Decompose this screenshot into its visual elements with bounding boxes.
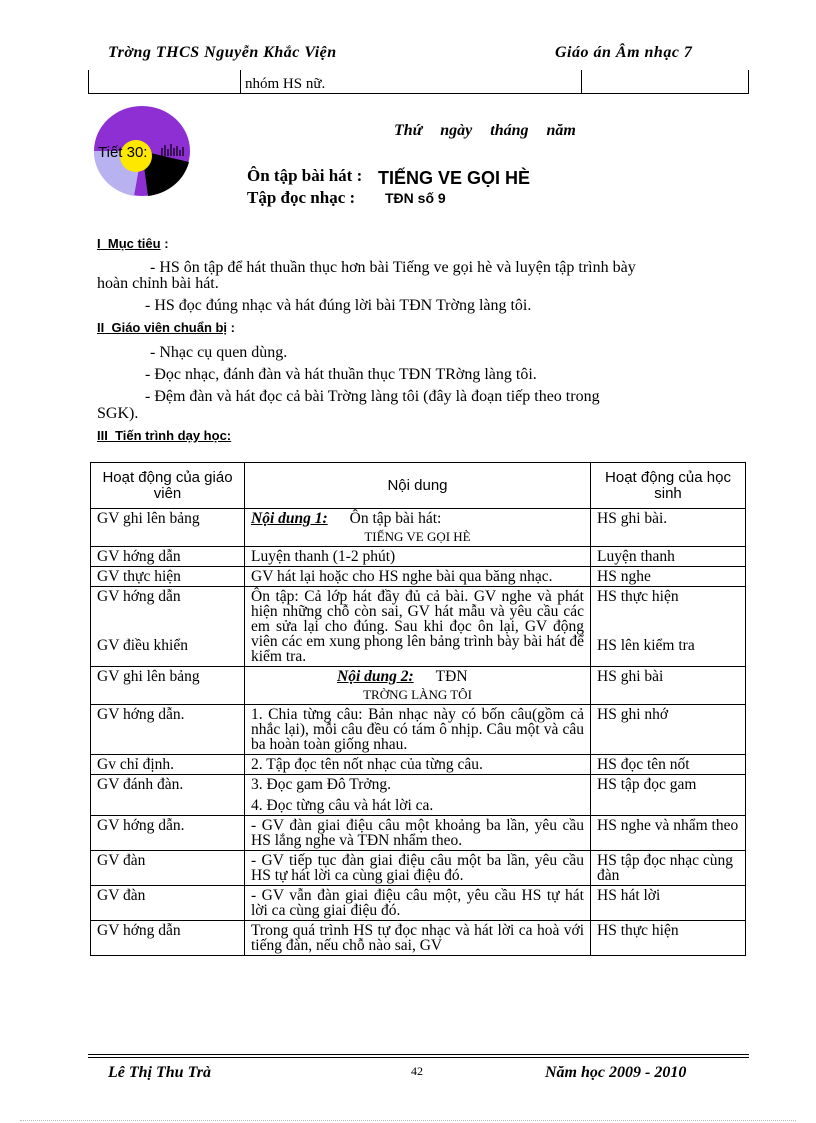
teacher-activity-cell-text: GV hớng dẫn: [97, 548, 181, 565]
previous-table-text: nhóm HS nữ.: [245, 76, 326, 92]
student-activity-cell-text: HS ghi nhớ: [597, 706, 669, 723]
teacher-activity-cell-text: GV ghi lên bảng: [97, 668, 200, 685]
previous-table-fragment: [88, 70, 749, 94]
content-cell: [245, 667, 591, 705]
student-activity-cell: [591, 587, 746, 667]
content-cell-text: Trong quá trình HS tự đọc nhạc và hát lời ca hoà với tiếng đàn, nếu chỗ nào sai, GV: [251, 922, 584, 954]
content-cell-text: Ôn tập: Cả lớp hát đầy đủ cả bài. GV nghe và phát hiện những chỗ còn sai, GV hát mẫu và yêu cầu các em sửa lại cho đúng. Sau khi đọc ôn lại, GV động viên các em xung phong lên bảng trình bày bài hát để kiểm tra.: [251, 588, 584, 665]
content-cell-text: 4. Đọc từng câu và hát lời ca.: [251, 797, 434, 814]
content-cell-text: - GV đàn giai điệu câu một khoảng ba lần, yêu cầu HS lắng nghe và TĐN nhẩm theo.: [251, 817, 584, 849]
content-cell: [245, 851, 591, 886]
student-activity-cell: [591, 567, 746, 587]
student-activity-cell-text: HS nghe: [597, 568, 651, 585]
student-activity-cell: [591, 851, 746, 886]
student-activity-cell: [591, 775, 746, 816]
page-edge: [20, 1120, 796, 1121]
student-activity-cell-text: HS tập đọc nhạc cùng đàn: [597, 852, 734, 884]
content-subtitle: TRỜNG LÀNG TÔI: [363, 687, 472, 702]
student-activity-cell: [591, 667, 746, 705]
teacher-activity-cell: [91, 509, 245, 547]
table-row: [91, 547, 746, 567]
content-cell: [245, 587, 591, 667]
teacher-activity-cell-text: GV hớng dẫn: [97, 588, 181, 605]
sight-reading-label: Tập đọc nhạc :: [247, 188, 356, 207]
content-cell-text: - GV vẫn đàn giai điệu câu một, yêu cầu HS tự hát lời ca cùng giai điệu đó.: [251, 887, 584, 919]
teacher-activity-cell: [91, 755, 245, 775]
content-cell: [245, 775, 591, 816]
content-cell-text: Luyện thanh (1-2 phút): [251, 548, 396, 565]
table-row: [91, 587, 746, 667]
footer-rule-2: [88, 1057, 749, 1058]
header-teacher: Hoạt động của giáo viên: [91, 463, 245, 509]
objective-line-3: - HS đọc đúng nhạc và hát đúng lời bài TĐN Trờng làng tôi.: [145, 297, 532, 314]
student-activity-cell-text: HS đọc tên nốt: [597, 756, 690, 773]
section-process-heading: III Tiến trình dạy học:: [97, 428, 232, 443]
table-row: [91, 921, 746, 956]
student-activity-cell: [591, 816, 746, 851]
teacher-activity-cell: [91, 775, 245, 816]
footer-rule: [88, 1054, 749, 1055]
teacher-activity-cell: [91, 921, 245, 956]
content-cell: [245, 921, 591, 956]
objective-line-1: - HS ôn tập để hát thuần thục hơn bài Tiếng ve gọi hè và luyện tập trình bày: [150, 259, 636, 276]
student-activity-cell: [591, 886, 746, 921]
table-row: [91, 567, 746, 587]
page-number: 42: [411, 1064, 423, 1078]
table-row: [91, 886, 746, 921]
teacher-activity-cell: [91, 705, 245, 755]
table-row: [91, 705, 746, 755]
student-activity-cell: [591, 509, 746, 547]
table-row: [91, 755, 746, 775]
student-activity-cell-text: HS hát lời: [597, 887, 661, 904]
teacher-activity-cell-text: GV hớng dẫn.: [97, 817, 185, 834]
footer-author: Lê Thị Thu Trà: [108, 1064, 211, 1081]
preparation-line-3: - Đệm đàn và hát đọc cả bài Trờng làng tôi (đây là đoạn tiếp theo trong: [145, 388, 600, 405]
preparation-line-2: - Đọc nhạc, đánh đàn và hát thuần thục TĐN TRờng làng tôi.: [145, 366, 537, 383]
preparation-line-4: SGK).: [97, 405, 139, 422]
student-activity-cell-text: HS lên kiểm tra: [597, 637, 695, 654]
content-cell: [245, 547, 591, 567]
teacher-activity-cell-text: Gv chỉ định.: [97, 756, 175, 773]
content-section-text: TĐN: [435, 668, 468, 685]
table-header-row: [91, 463, 746, 509]
song-title: TIẾNG VE GỌI HÈ: [378, 168, 531, 188]
content-subtitle: TIẾNG VE GỌI HÈ: [364, 529, 471, 544]
content-cell: [245, 886, 591, 921]
teacher-activity-cell-text: GV đàn: [97, 852, 146, 869]
teacher-activity-cell: [91, 547, 245, 567]
teacher-activity-cell: [91, 587, 245, 667]
sight-reading-value: TĐN số 9: [385, 190, 446, 206]
section-objectives-heading: I Mục tiêu :: [97, 236, 169, 251]
table-row: [91, 816, 746, 851]
content-section-label: Nội dung 1:: [251, 510, 328, 527]
student-activity-cell: [591, 705, 746, 755]
student-activity-cell-text: HS tập đọc gam: [597, 776, 697, 793]
teacher-activity-cell: [91, 816, 245, 851]
student-activity-cell: [591, 755, 746, 775]
teacher-activity-cell-text: GV đánh đàn.: [97, 776, 184, 793]
student-activity-cell-text: HS ghi bài: [597, 668, 664, 685]
lesson-number: Tiết 30:: [98, 144, 148, 161]
review-song-label: Ôn tập bài hát :: [247, 166, 363, 185]
lesson-activity-table: [90, 462, 746, 956]
student-activity-cell: [591, 921, 746, 956]
student-activity-cell-text: HS nghe và nhẩm theo: [597, 817, 739, 834]
teacher-activity-cell-text: GV hớng dẫn.: [97, 706, 185, 723]
teacher-activity-cell-text: GV ghi lên bảng: [97, 510, 200, 527]
teacher-activity-cell-text: GV hớng dẫn: [97, 922, 181, 939]
table-row: [91, 775, 746, 816]
header-school: Trờng THCS Nguyễn Khắc Viện: [108, 44, 337, 61]
header-content: Nội dung: [245, 463, 591, 509]
table-row: [91, 851, 746, 886]
teacher-activity-cell: [91, 851, 245, 886]
teacher-activity-cell-text: GV điều khiển: [97, 637, 188, 654]
student-activity-cell-text: Luyện thanh: [597, 548, 675, 565]
student-activity-cell: [591, 547, 746, 567]
table-row: [91, 509, 746, 547]
footer-school-year: Năm học 2009 - 2010: [545, 1064, 687, 1081]
content-cell-text: - GV tiếp tục đàn giai điệu câu một ba lần, yêu cầu HS tự hát lời ca cùng giai điệu đó.: [251, 852, 584, 884]
content-cell-text: 2. Tập đọc tên nốt nhạc của từng câu.: [251, 756, 483, 773]
student-activity-cell-text: HS thực hiện: [597, 588, 679, 605]
content-cell: [245, 567, 591, 587]
header-student: Hoạt động của học sinh: [591, 463, 746, 509]
content-cell: [245, 705, 591, 755]
content-cell-text: 3. Đọc gam Đô Trởng.: [251, 776, 391, 793]
content-cell: [245, 509, 591, 547]
objective-line-2: hoàn chỉnh bài hát.: [97, 275, 219, 292]
content-cell: [245, 755, 591, 775]
section-preparation-heading: II Giáo viên chuẩn bị :: [97, 320, 235, 335]
preparation-line-1: - Nhạc cụ quen dùng.: [150, 344, 288, 361]
table-row: [91, 667, 746, 705]
content-cell-text: 1. Chia từng câu: Bản nhạc này có bốn câu(gồm cả nhắc lại), mỗi câu đều có tám ô nhịp. Câu một và câu ba hoàn toàn giống nhau.: [251, 706, 584, 753]
date-line: Thứ ngày tháng năm: [394, 122, 576, 139]
header-subject: Giáo án Âm nhạc 7: [555, 44, 693, 61]
teacher-activity-cell-text: GV đàn: [97, 887, 146, 904]
student-activity-cell-text: HS ghi bài.: [597, 510, 668, 527]
content-section-text: Ôn tập bài hát:: [349, 510, 442, 527]
content-cell: [245, 816, 591, 851]
teacher-activity-cell: [91, 667, 245, 705]
content-section-label: Nội dung 2:: [337, 668, 414, 685]
student-activity-cell-text: HS thực hiện: [597, 922, 679, 939]
content-cell-text: GV hát lại hoặc cho HS nghe bài qua băng nhạc.: [251, 568, 553, 585]
teacher-activity-cell: [91, 886, 245, 921]
teacher-activity-cell-text: GV thực hiện: [97, 568, 181, 585]
teacher-activity-cell: [91, 567, 245, 587]
